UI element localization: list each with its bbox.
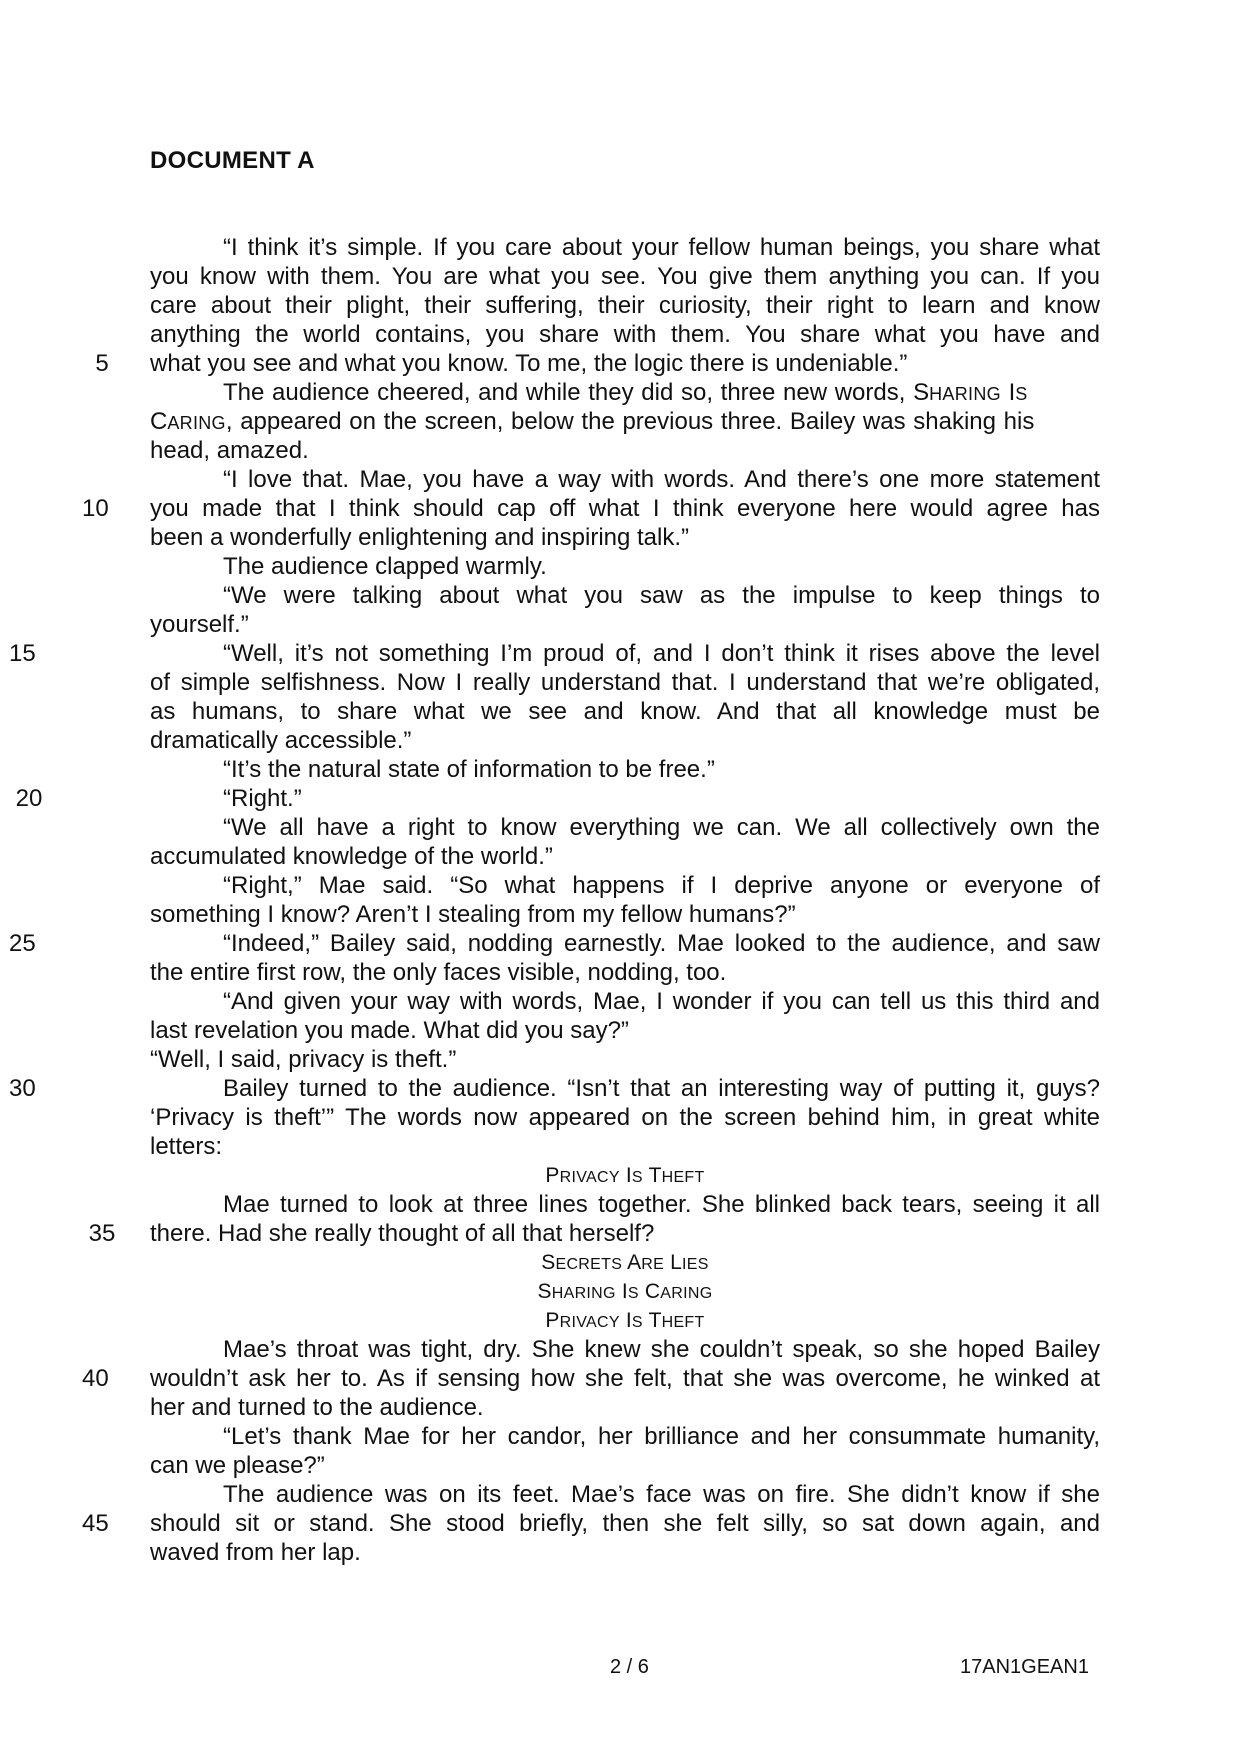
- line-number: 10: [82, 495, 109, 522]
- document-heading: DOCUMENT A: [150, 147, 315, 174]
- text-line: 40 wouldn’t ask her to. As if sensing how she felt, that she was overcome, he winked at: [82, 1365, 1100, 1392]
- text-line: The audience was on its feet. Mae’s face was on fire. She didn’t know if she: [223, 1481, 1100, 1508]
- text-line: 35 there. Had she really thought of all that herself?: [150, 1219, 1100, 1248]
- text-line: can we please?”: [150, 1452, 325, 1479]
- text-line: Mae turned to look at three lines together. She blinked back tears, seeing it all: [223, 1191, 1100, 1218]
- line-number: 30: [9, 1075, 36, 1102]
- text-line: “I love that. Mae, you have a way with words. And there’s one more statement: [223, 466, 1100, 493]
- small-caps-word: SHARING: [913, 379, 1001, 406]
- small-caps-word: CARING: [150, 408, 226, 435]
- text-line: dramatically accessible.”: [150, 727, 412, 754]
- text-line: 45 should sit or stand. She stood briefly, then she felt silly, so sat down again, and: [82, 1510, 1100, 1537]
- text-line: her and turned to the audience.: [150, 1394, 484, 1421]
- text-line: 20 “Right.”: [150, 784, 1100, 813]
- text-line: care about their plight, their suffering, their curiosity, their right to learn and know: [150, 292, 1100, 319]
- screen-slogan: PRIVACY IS THEFT: [545, 1309, 705, 1332]
- text-line: “Let’s thank Mae for her candor, her brilliance and her consummate humanity,: [223, 1423, 1100, 1450]
- text-line: accumulated knowledge of the world.”: [150, 843, 553, 870]
- text-line: The audience cheered, and while they did so, three new words, SHARING IS: [223, 379, 1028, 406]
- line-number: 5: [95, 350, 109, 377]
- text-line: 10 you made that I think should cap off what I think everyone here would agree has: [82, 495, 1100, 522]
- text-line: the entire first row, the only faces visible, nodding, too.: [150, 959, 727, 986]
- text-line: “Right,” Mae said. “So what happens if I deprive anyone or everyone of: [223, 872, 1100, 899]
- screen-slogan: SHARING IS CARING: [537, 1280, 713, 1303]
- line-number: 40: [82, 1365, 109, 1392]
- text-line: “Well, I said, privacy is theft.”: [150, 1046, 457, 1073]
- text-line: letters:: [150, 1133, 223, 1160]
- text-line: “We all have a right to know everything we can. We all collectively own the: [223, 814, 1100, 841]
- text-line: head, amazed.: [150, 437, 309, 464]
- line-number: 20: [15, 785, 43, 812]
- text-line: CARING, appeared on the screen, below the previous three. Bailey was shaking his: [150, 408, 1035, 435]
- text-line: anything the world contains, you share with them. You share what you have and: [150, 321, 1100, 348]
- page-number: 2 / 6: [610, 1656, 649, 1678]
- small-caps-word: IS: [1008, 379, 1028, 406]
- text-line: “We were talking about what you saw as the impulse to keep things to: [223, 582, 1100, 609]
- text-line: last revelation you made. What did you say?”: [150, 1017, 629, 1044]
- screen-slogan: SECRETS ARE LIES: [541, 1251, 709, 1274]
- text-line: yourself.”: [150, 611, 249, 638]
- text-line: ‘Privacy is theft’” The words now appeared on the screen behind him, in great white: [150, 1104, 1100, 1131]
- line-number: 25: [9, 930, 36, 957]
- text-line: 30 Bailey turned to the audience. “Isn’t that an interesting way of putting it, guys?: [9, 1075, 1100, 1102]
- text-line: Mae’s throat was tight, dry. She knew she couldn’t speak, so she hoped Bailey: [223, 1336, 1100, 1363]
- text-line: something I know? Aren’t I stealing from my fellow humans?”: [150, 901, 796, 928]
- text-line: 15 “Well, it’s not something I’m proud of, and I don’t think it rises above the level: [9, 640, 1100, 667]
- text-line: “It’s the natural state of information to be free.”: [223, 756, 715, 783]
- text-line: waved from her lap.: [150, 1539, 361, 1566]
- line-number: 15: [9, 640, 36, 667]
- text-line: 25 “Indeed,” Bailey said, nodding earnestly. Mae looked to the audience, and saw: [9, 930, 1100, 957]
- line-number: 35: [88, 1220, 116, 1247]
- text-line: of simple selfishness. Now I really understand that. I understand that we’re obligated,: [150, 669, 1100, 696]
- document-body: [9, 233, 1100, 1567]
- screen-slogan: PRIVACY IS THEFT: [545, 1164, 705, 1187]
- text-line: you know with them. You are what you see. You give them anything you can. If you: [150, 263, 1100, 290]
- text-line: 5 what you see and what you know. To me, the logic there is undeniable.”: [150, 349, 1100, 378]
- text-line: “I think it’s simple. If you care about your fellow human beings, you share what: [223, 234, 1100, 261]
- text-line: been a wonderfully enlightening and inspiring talk.”: [150, 524, 690, 551]
- text-line: as humans, to share what we see and know. And that all knowledge must be: [150, 698, 1100, 725]
- line-number: 45: [82, 1510, 109, 1537]
- document-code: 17AN1GEAN1: [960, 1656, 1089, 1678]
- text-line: The audience clapped warmly.: [223, 553, 547, 580]
- text-line: “And given your way with words, Mae, I wonder if you can tell us this third and: [223, 988, 1100, 1015]
